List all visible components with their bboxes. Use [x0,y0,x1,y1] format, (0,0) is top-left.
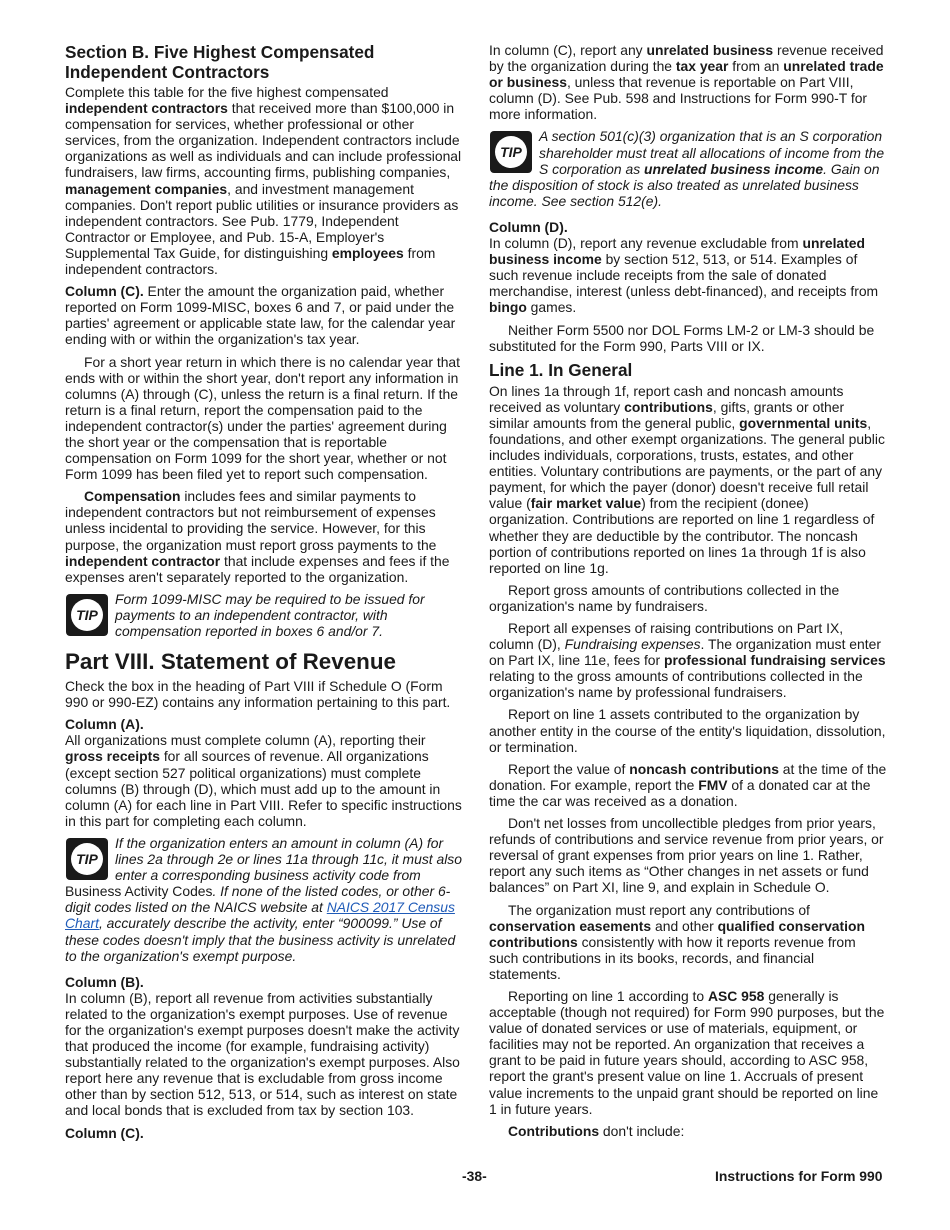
section-b-heading: Section B. Five Highest Compensated Independent Contractors [65,42,375,82]
column-a-paragraph: Column (A). All organizations must complete column (A), reporting their gross receipts for all sources of revenue. All organizations (except section 527 political organizations) must complete columns (B) through (D), which must add up to the amount in column (A) for each line in Part VIII. Refer to specific instructions in this part for completing each column. [65,716,462,829]
tip-icon [489,130,533,174]
page-number: -38- [462,1168,487,1184]
tip-box [65,835,462,964]
column-d-paragraph: Column (D). In column (D), report any revenue excludable from unrelated business income by section 512, 513, or 514. Examples of such revenue include receipts from the sale of donated merchandise, interest (unless debt-financed), and receipts from bingo games. [489,218,879,316]
tip-text: If the organization enters an amount in column (A) for lines 2a through 2e or lines 11a through 11c, it must also enter a corresponding business activity code from Business Activity Codes. If none of the listed codes, or other 6-digit codes listed on the NAICS website at NAICS 2017 Census Chart, accurately describe the activity, enter “900099.” Use of these codes doesn't imply that the business activity is unrelated to the organization's exempt purpose. [65,834,462,964]
asc-958-paragraph: Reporting on line 1 according to ASC 958 generally is acceptable (though not required) for Form 990 purposes, but the value of donated services or use of materials, equipment, or facilities may not be reported. An organization that receives a grant to be paid in future years should, according to ASC 958, report the grant's present value on line 1. Accruals of present value increments to the unpaid grant should be reported on line 1 in future years. [489,987,885,1117]
naics-census-chart-link[interactable]: NAICS 2017 Census Chart [65,899,455,932]
short-year-paragraph: For a short year return in which there is no calendar year that ends with or within the short year, don't report any information in columns (A) through (C), unless the return is a final return. If the return is a final return, report the compensation paid to the independent contractor(s) under the parties' agreement during the short year or the compensation that is reportable compensation on Form 1099 for the short year, whether or not Form 1099 has been filed yet to report such compensation. [65,353,461,483]
conservation-paragraph: The organization must report any contributions of conservation easements and other qualified conservation contributions consistently with how it reports revenue from such contributions in its books, records, and financial statements. [489,901,865,982]
column-c-continued: In column (C), report any unrelated business revenue received by the organization during the tax year from an unrelated trade or business, unless that revenue is reportable on Part VIII, column (D). See Pub. 598 and Instructions for Form 990-T for more information. [489,42,884,123]
tip-icon-label: TIP [76,606,98,623]
tip-text: Form 1099-MISC may be required to be issued for payments to an independent contractor, with compensation reported in boxes 6 and/or 7. [115,590,425,639]
contributions-exclusions: Contributions don't include: [508,1122,685,1139]
part-viii-intro: Check the box in the heading of Part VIII if Schedule O (Form 990 or 990-EZ) contains any information pertaining to this part. [65,678,451,711]
compensation-paragraph: Compensation includes fees and similar payments to independent contractors but not reimbursement of expenses unless incidental to providing the service. However, for this purpose, the organization must report gross payments to the independent contractor that include expenses and fees if the expenses aren't separately reported to the organization. [65,488,450,585]
tip-box [489,128,887,208]
tip-icon-label: TIP [76,850,98,867]
column-b-paragraph: Column (B). In column (B), report all revenue from activities substantially related to the organization's exempt purposes. Use of revenue for the organization's exempt purposes doesn't make the activity that produced the income (for example, fundraising activity) substantially related to the organization's exempt purposes. Also report here any revenue that is excludable from gross income other than by section 512, 513, or 514, such as interest on state and local bonds that is excluded from tax by section 103. [65,973,460,1119]
tip-text: A section 501(c)(3) organization that is an S corporation shareholder must treat all allocations of income from the S corporation as unrelated business income. Gain on the disposition of stock is also treated as unrelated business income. See section 512(e). [489,128,885,209]
column-c-heading: Column (C). [65,1124,144,1141]
line-1-heading: Line 1. In General [489,359,633,380]
tip-icon-label: TIP [500,144,522,161]
right-column [489,42,887,1145]
form-title-footer: Instructions for Form 990 [715,1168,883,1184]
left-column [65,42,462,1147]
form-5500-paragraph: Neither Form 5500 nor DOL Forms LM-2 or LM-3 should be substituted for the Form 990, Parts VIII or IX. [489,321,875,354]
tip-box [65,591,462,639]
line-1-paragraph: On lines 1a through 1f, report cash and noncash amounts received as voluntary contributions, gifts, grants or other similar amounts from the general public, governmental units, foundations, and other exempt organizations. The general public includes individuals, corporations, trusts, estates, and other entities. Voluntary contributions are payments, or the part of any payment, for which the payer (donor) doesn't receive full retail value (fair market value) from the recipient (donee) organization. Contributions are reported on line 1 regardless of whether they are deductible by the contributor. The noncash portion of contributions reported on lines 1a through 1f is also reported on line 1g. [489,382,885,576]
noncash-paragraph: Report the value of noncash contributions at the time of the donation. For example, report the FMV of a donated car at the time the car was received as a donation. [489,760,887,809]
tip-icon [65,593,109,637]
tip-icon [65,837,109,881]
part-viii-heading: Part VIII. Statement of Revenue [65,649,396,675]
column-c-paragraph: Column (C). Enter the amount the organization paid, whether reported on Form 1099-MISC, boxes 6 and 7, or paid under the parties' agreement or applicable state law, for the calendar year ending with or within the organization's tax year. [65,283,456,348]
assets-paragraph: Report on line 1 assets contributed to the organization by another entity in the course of the entity's liquidation, dissolution, or termination. [489,706,886,755]
section-b-paragraph: Complete this table for the five highest compensated independent contractors that received more than $100,000 in compensation for services, whether professional or other services, from the organization. Independent contractors include organizations as well as individuals and can include professional fundraisers, law firms, accounting firms, publishing companies, management companies, and investment management companies. Don't report public utilities or insurance providers as independent contractors. See Pub. 1779, Independent Contractor or Employee, and Pub. 15-A, Employer's Supplemental Tax Guide, for distinguishing employees from independent contractors. [65,84,462,278]
expenses-paragraph: Report all expenses of raising contributions on Part IX, column (D), Fundraising expenses. The organization must enter on Part IX, line 11e, fees for professional fundraising services relating to the gross amounts of contributions collected in the organization's name by professional fundraisers. [489,620,886,701]
gross-amounts-paragraph: Report gross amounts of contributions collected in the organization's name by fundraisers. [489,581,840,614]
net-losses-paragraph: Don't net losses from uncollectible pledges from prior years, refunds of contributions and service revenue from prior years, or reversal of grant expenses from prior years on line 1. Rather, report any such items as “Other changes in net assets or fund balances” on Part XI, line 9, and explain in Schedule O. [489,815,884,896]
